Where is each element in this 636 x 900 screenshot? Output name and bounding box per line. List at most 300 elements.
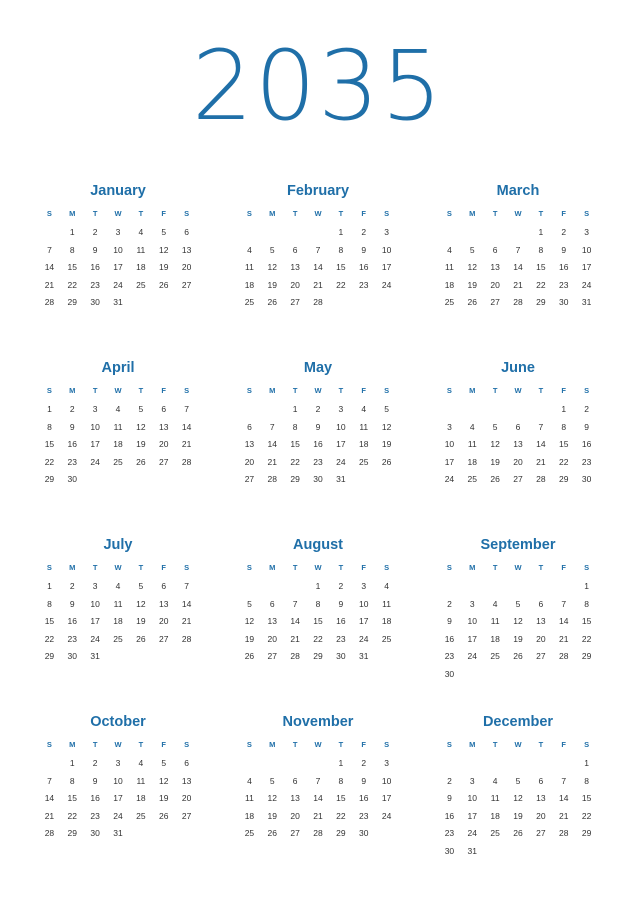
day-grid	[438, 401, 598, 489]
day-cell: 10	[467, 616, 478, 626]
day-cell: 3	[115, 758, 121, 768]
day-cell: 16	[444, 810, 455, 821]
day-cell: 26	[381, 456, 392, 467]
day-cell: 19	[158, 262, 169, 272]
day-cell: 3	[338, 404, 344, 414]
day-cell: 20	[536, 633, 546, 644]
day-cell: 22	[67, 279, 78, 290]
day-cell: 13	[490, 262, 500, 272]
month-october	[38, 711, 198, 888]
day-cell: 9	[92, 244, 98, 255]
month-march	[438, 180, 598, 357]
day-cell: 28	[313, 297, 323, 307]
day-cell: 11	[490, 793, 500, 803]
weekday-label: T	[92, 209, 98, 218]
day-cell: 22	[44, 633, 55, 644]
weekday-label: S	[246, 209, 252, 218]
day-cell: 27	[267, 651, 278, 661]
day-cell: 1	[69, 227, 75, 237]
day-cell: 6	[161, 581, 167, 591]
day-cell: 16	[67, 439, 78, 449]
day-cell: 11	[245, 793, 254, 803]
day-cell: 29	[581, 651, 592, 661]
day-cell: 27	[181, 810, 192, 821]
day-grid	[238, 755, 398, 843]
weekday-label: T	[492, 563, 498, 572]
weekday-header	[438, 561, 598, 574]
empty-day-cell	[552, 755, 575, 773]
day-cell: 20	[158, 616, 169, 626]
day-cell: 22	[558, 456, 569, 467]
day-cell: 25	[467, 474, 478, 484]
day-cell: 1	[584, 581, 589, 591]
empty-day-cell	[529, 755, 552, 773]
day-cell: 4	[247, 244, 252, 255]
day-cell: 29	[290, 474, 300, 484]
day-cell: 11	[359, 421, 369, 432]
day-cell: 10	[381, 244, 392, 255]
day-cell: 8	[584, 775, 589, 786]
weekday-label: F	[161, 386, 167, 395]
month-name: December	[482, 714, 554, 730]
day-cell: 2	[315, 404, 321, 414]
day-cell: 30	[558, 297, 569, 307]
day-cell: 30	[358, 828, 369, 838]
weekday-label: S	[446, 386, 452, 395]
month-name: July	[103, 537, 133, 553]
day-cell: 2	[361, 758, 367, 768]
day-cell: 10	[336, 421, 346, 432]
weekday-label: M	[469, 386, 476, 395]
day-cell: 18	[113, 439, 123, 449]
day-cell: 10	[581, 244, 592, 255]
day-cell: 23	[358, 810, 369, 821]
weekday-label: S	[246, 386, 252, 395]
weekday-label: S	[46, 740, 52, 749]
weekday-label: S	[446, 563, 452, 572]
day-grid	[38, 578, 198, 666]
weekday-label: F	[561, 563, 567, 572]
day-cell: 31	[358, 651, 369, 661]
empty-day-cell	[438, 224, 461, 242]
day-cell: 31	[113, 828, 123, 838]
day-cell: 22	[581, 633, 592, 644]
day-cell: 26	[136, 633, 146, 644]
day-cell: 29	[558, 474, 569, 484]
day-cell: 3	[384, 758, 389, 768]
day-cell: 5	[269, 775, 275, 786]
day-cell: 15	[536, 262, 546, 272]
weekday-label: S	[184, 209, 190, 218]
day-cell: 5	[161, 758, 167, 768]
day-cell: 27	[536, 651, 546, 661]
day-cell: 3	[92, 581, 98, 591]
day-cell: 14	[513, 262, 523, 272]
day-cell: 25	[136, 279, 146, 290]
day-cell: 6	[161, 404, 167, 414]
empty-day-cell	[529, 578, 552, 596]
day-cell: 2	[561, 227, 567, 237]
weekday-label: M	[269, 209, 276, 218]
month-june	[438, 357, 598, 534]
weekday-label: S	[584, 386, 590, 395]
day-cell: 23	[67, 456, 78, 467]
day-cell: 1	[69, 758, 75, 768]
day-cell: 13	[181, 775, 192, 786]
weekday-label: S	[184, 563, 190, 572]
weekday-label: S	[246, 563, 252, 572]
day-cell: 27	[158, 633, 169, 644]
day-cell: 16	[67, 616, 78, 626]
weekday-label: M	[269, 563, 276, 572]
day-cell: 10	[90, 421, 100, 432]
month-name: March	[496, 183, 540, 199]
empty-day-cell	[261, 755, 284, 773]
weekday-label: S	[446, 209, 452, 218]
weekday-header	[38, 561, 198, 574]
month-november	[238, 711, 398, 888]
day-cell: 9	[361, 775, 367, 786]
day-cell: 26	[136, 456, 146, 467]
day-cell: 11	[113, 421, 123, 432]
weekday-label: S	[46, 209, 52, 218]
month-name: September	[480, 537, 556, 553]
day-cell: 12	[513, 793, 523, 803]
empty-day-cell	[284, 578, 307, 596]
day-cell: 19	[136, 439, 146, 449]
day-cell: 2	[338, 581, 344, 591]
weekday-label: M	[69, 209, 76, 218]
weekday-label: T	[538, 209, 544, 218]
weekday-header	[438, 207, 598, 220]
day-cell: 2	[69, 404, 75, 414]
day-cell: 9	[92, 775, 98, 786]
day-cell: 6	[538, 598, 544, 609]
day-cell: 24	[581, 279, 592, 290]
day-cell: 17	[358, 616, 369, 626]
day-cell: 18	[113, 616, 123, 626]
weekday-label: S	[446, 740, 452, 749]
day-cell: 23	[90, 810, 100, 821]
day-cell: 4	[115, 581, 121, 591]
day-cell: 18	[444, 279, 455, 290]
weekday-label: T	[138, 209, 144, 218]
day-cell: 11	[136, 244, 146, 255]
weekday-label: T	[338, 209, 344, 218]
month-february	[238, 180, 398, 357]
day-cell: 23	[558, 279, 569, 290]
day-cell: 19	[381, 439, 392, 449]
day-cell: 28	[181, 456, 192, 467]
weekday-label: F	[361, 386, 367, 395]
weekday-label: W	[314, 209, 322, 218]
empty-day-cell	[38, 755, 61, 773]
day-cell: 6	[184, 758, 189, 768]
day-cell: 20	[490, 279, 500, 290]
day-cell: 26	[267, 828, 278, 838]
day-cell: 6	[538, 775, 544, 786]
day-cell: 19	[244, 633, 255, 644]
day-cell: 8	[584, 598, 589, 609]
day-cell: 10	[113, 244, 123, 255]
day-cell: 31	[336, 474, 346, 484]
day-cell: 31	[90, 651, 100, 661]
day-cell: 2	[584, 404, 589, 414]
empty-day-cell	[238, 401, 261, 419]
weekday-label: M	[69, 563, 76, 572]
day-cell: 28	[44, 297, 55, 307]
empty-day-cell	[484, 755, 507, 773]
weekday-header	[38, 738, 198, 751]
weekday-label: S	[184, 386, 190, 395]
empty-day-cell	[38, 224, 61, 242]
month-december	[438, 711, 598, 888]
day-cell: 14	[558, 793, 569, 803]
weekday-label: S	[384, 740, 390, 749]
empty-day-cell	[484, 401, 507, 419]
day-cell: 4	[492, 775, 498, 786]
day-cell: 11	[382, 598, 391, 609]
day-cell: 26	[513, 828, 523, 838]
weekday-header	[238, 384, 398, 397]
day-cell: 15	[44, 616, 55, 626]
day-cell: 25	[490, 651, 500, 661]
day-cell: 6	[269, 598, 275, 609]
day-cell: 6	[247, 421, 252, 432]
weekday-label: T	[92, 563, 98, 572]
day-cell: 16	[558, 262, 569, 272]
day-cell: 15	[581, 793, 592, 803]
day-cell: 13	[513, 439, 523, 449]
empty-day-cell	[261, 401, 284, 419]
weekday-label: F	[161, 209, 167, 218]
day-cell: 14	[181, 421, 192, 432]
day-cell: 1	[338, 758, 344, 768]
day-cell: 31	[581, 297, 592, 307]
day-cell: 15	[290, 439, 300, 449]
empty-day-cell	[507, 578, 530, 596]
day-cell: 11	[445, 262, 454, 272]
day-cell: 7	[315, 244, 321, 255]
day-cell: 16	[358, 262, 369, 272]
month-name: January	[90, 183, 146, 199]
day-cell: 18	[244, 279, 255, 290]
day-cell: 29	[336, 828, 346, 838]
day-cell: 16	[358, 793, 369, 803]
day-cell: 29	[44, 474, 55, 484]
day-grid	[438, 224, 598, 312]
month-name: June	[501, 360, 535, 376]
weekday-label: S	[384, 209, 390, 218]
day-cell: 30	[67, 474, 78, 484]
day-cell: 22	[336, 810, 346, 821]
day-cell: 21	[181, 616, 192, 626]
day-cell: 1	[47, 404, 52, 414]
day-cell: 15	[336, 793, 346, 803]
weekday-label: T	[292, 563, 298, 572]
day-cell: 10	[444, 439, 455, 449]
month-may	[238, 357, 398, 534]
month-july	[38, 534, 198, 711]
day-cell: 18	[490, 810, 500, 821]
day-cell: 2	[447, 775, 452, 786]
weekday-label: W	[514, 563, 522, 572]
day-cell: 7	[269, 421, 275, 432]
day-cell: 22	[67, 810, 78, 821]
day-cell: 3	[469, 775, 475, 786]
day-cell: 20	[267, 633, 278, 644]
day-cell: 29	[67, 297, 78, 307]
day-cell: 14	[290, 616, 300, 626]
day-cell: 21	[313, 279, 323, 290]
weekday-label: M	[469, 740, 476, 749]
day-cell: 12	[267, 262, 278, 272]
day-cell: 6	[515, 421, 521, 432]
empty-day-cell	[552, 578, 575, 596]
weekday-label: T	[92, 740, 98, 749]
day-cell: 16	[336, 616, 346, 626]
day-cell: 27	[536, 828, 546, 838]
weekday-label: T	[92, 386, 98, 395]
day-cell: 14	[536, 439, 546, 449]
day-cell: 27	[290, 297, 300, 307]
day-cell: 8	[69, 775, 75, 786]
day-cell: 8	[292, 421, 298, 432]
month-name: April	[101, 360, 135, 376]
day-cell: 7	[47, 775, 52, 786]
day-cell: 6	[184, 227, 189, 237]
day-cell: 18	[136, 793, 146, 803]
day-cell: 17	[90, 616, 100, 626]
day-cell: 30	[581, 474, 592, 484]
day-cell: 8	[47, 598, 52, 609]
day-cell: 13	[267, 616, 278, 626]
day-cell: 14	[558, 616, 569, 626]
day-cell: 21	[181, 439, 192, 449]
day-cell: 2	[361, 227, 367, 237]
day-cell: 27	[490, 297, 500, 307]
day-cell: 10	[358, 598, 369, 609]
weekday-header	[238, 561, 398, 574]
day-cell: 28	[536, 474, 546, 484]
day-cell: 19	[467, 279, 478, 290]
day-cell: 29	[44, 651, 55, 661]
month-name: August	[293, 537, 343, 553]
day-cell: 2	[69, 581, 75, 591]
day-cell: 27	[513, 474, 523, 484]
day-cell: 24	[444, 474, 455, 484]
day-cell: 20	[244, 456, 255, 467]
weekday-label: S	[584, 740, 590, 749]
day-cell: 3	[115, 227, 121, 237]
weekday-header	[438, 738, 598, 751]
day-cell: 25	[381, 633, 392, 644]
day-cell: 26	[158, 810, 169, 821]
day-cell: 17	[90, 439, 100, 449]
day-cell: 19	[513, 633, 523, 644]
day-cell: 12	[158, 775, 169, 786]
day-cell: 6	[292, 775, 298, 786]
day-cell: 30	[444, 668, 455, 679]
day-cell: 15	[67, 262, 78, 272]
day-cell: 31	[113, 297, 123, 307]
day-cell: 31	[467, 845, 478, 856]
day-cell: 23	[67, 633, 78, 644]
day-cell: 18	[467, 456, 478, 467]
day-cell: 9	[361, 244, 367, 255]
day-cell: 5	[515, 775, 521, 786]
weekday-label: T	[538, 386, 544, 395]
empty-day-cell	[238, 224, 261, 242]
empty-day-cell	[484, 224, 507, 242]
weekday-label: S	[46, 563, 52, 572]
day-cell: 25	[444, 297, 455, 307]
weekday-label: S	[46, 386, 52, 395]
day-cell: 11	[245, 262, 254, 272]
weekday-header	[238, 738, 398, 751]
month-august	[238, 534, 398, 711]
day-cell: 19	[267, 810, 278, 821]
empty-day-cell	[307, 224, 330, 242]
day-cell: 18	[136, 262, 146, 272]
day-cell: 20	[158, 439, 169, 449]
weekday-label: T	[538, 563, 544, 572]
weekday-label: T	[138, 740, 144, 749]
day-grid	[238, 224, 398, 312]
day-cell: 17	[113, 262, 123, 272]
day-grid	[238, 401, 398, 489]
day-cell: 21	[290, 633, 300, 644]
day-cell: 1	[561, 404, 567, 414]
day-cell: 22	[44, 456, 55, 467]
day-cell: 20	[513, 456, 523, 467]
day-cell: 20	[290, 279, 300, 290]
day-cell: 4	[384, 581, 389, 591]
empty-day-cell	[284, 755, 307, 773]
day-cell: 23	[336, 633, 346, 644]
weekday-label: W	[514, 386, 522, 395]
day-cell: 26	[244, 651, 255, 661]
day-cell: 20	[536, 810, 546, 821]
day-cell: 27	[181, 279, 192, 290]
year-title: 2035	[191, 30, 445, 142]
day-cell: 4	[138, 227, 144, 237]
day-cell: 28	[181, 633, 192, 644]
weekday-header	[38, 207, 198, 220]
day-cell: 19	[267, 279, 278, 290]
weekday-label: S	[384, 386, 390, 395]
day-cell: 13	[536, 616, 546, 626]
empty-day-cell	[261, 224, 284, 242]
weekday-label: W	[514, 209, 522, 218]
day-cell: 8	[47, 421, 52, 432]
weekday-label: T	[138, 386, 144, 395]
day-cell: 4	[115, 404, 121, 414]
day-cell: 8	[538, 244, 544, 255]
day-cell: 8	[69, 244, 75, 255]
day-cell: 9	[584, 421, 589, 432]
day-cell: 17	[113, 793, 123, 803]
day-cell: 20	[181, 262, 192, 272]
day-cell: 25	[244, 297, 255, 307]
day-cell: 3	[584, 227, 589, 237]
day-cell: 14	[44, 262, 55, 272]
day-cell: 22	[581, 810, 592, 821]
empty-day-cell	[261, 578, 284, 596]
day-cell: 15	[558, 439, 569, 449]
day-cell: 17	[381, 262, 392, 272]
day-cell: 21	[44, 279, 55, 290]
